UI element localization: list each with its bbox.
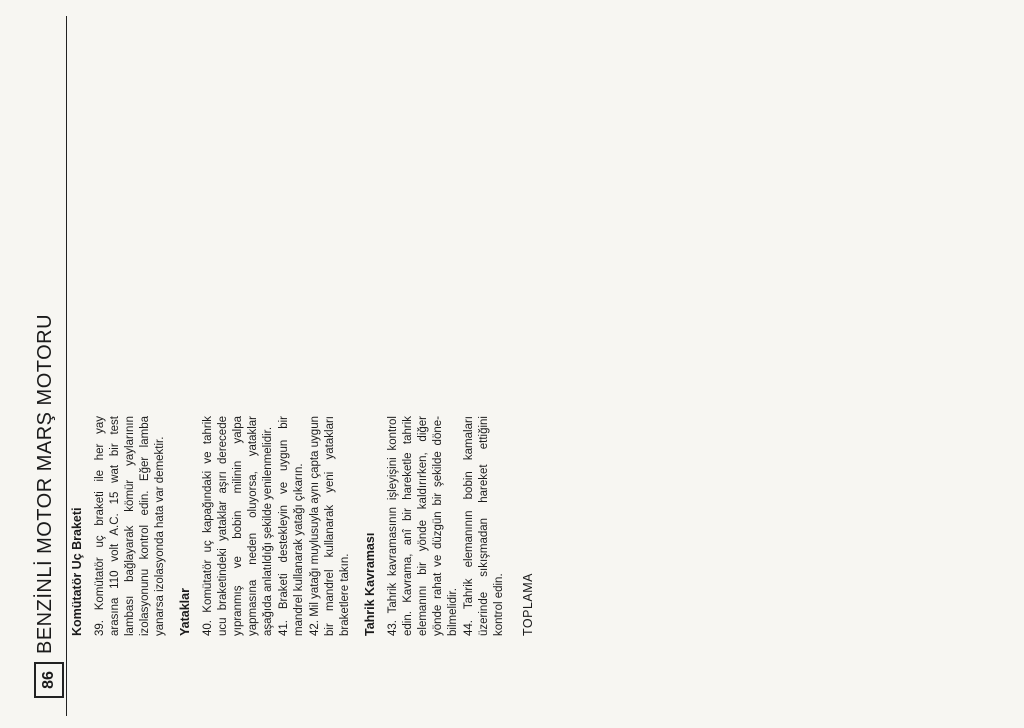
page-number-box: 86 [34,662,64,698]
paragraph: 42. Mil yatağı muylusuyla aynı çapta uygun bir mandrel kullanarak yeni yatakları braketlere takın. [309,416,351,636]
section-heading: TOPLAMA [521,572,535,636]
section-heading: Tahrik Kavraması [363,532,377,636]
section-heading: Yataklar [178,588,192,636]
section-heading: Komütatör Uç Braketi [70,507,84,636]
paragraph: 41. Braketi destekleyin ve uygun bir mandrel kullanarak yatağı çıkarın. [278,416,305,636]
paragraph: 40. Komütatör uç kapağındaki ve tahrik ucu braketindeki yataklar aşırı derecede yıpranmış ve bobin milinin yalpa yapmasına neden oluyorsa, yataklar aşağıda anlatıldığı şekilde yenilenmelidir. [202,416,274,636]
paragraph: 39. Komütatör uç braketi ile her yay arasına 110 volt A.C. 15 wat bir test lambası bağlayarak kömür yaylarının izolasyonunu kontrol edin. Eğer lamba yanarsa izolasyonda hata var demektir. [94,416,166,636]
text-column-1 [70,416,546,636]
paragraph: 44. Tahrik elemanının bobin kamaları üzerinde sıkışmadan hareket ettiğini kontrol edin. [463,416,505,636]
page-title: BENZİNLİ MOTOR MARŞ MOTORU [34,313,56,654]
page-header [26,16,67,716]
paragraph: 43. Tahrik kavramasının işleyişini kontrol edin. Kavrama, anî bir hareketle tahrik elemanını bir yönde kaldırırken, diğer yönde rahat ve düzgün bir şekilde dönebilmelidir. [387,416,459,636]
